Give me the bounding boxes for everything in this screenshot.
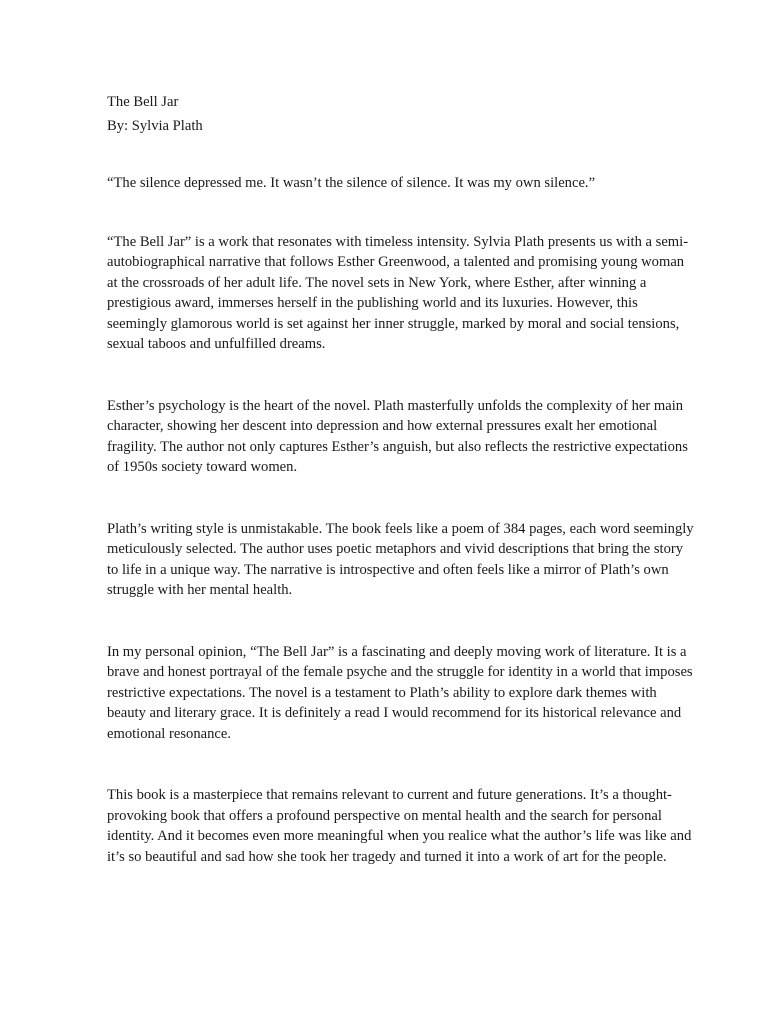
paragraph-writing-style: Plath’s writing style is unmistakable. The book feels like a poem of 384 pages, each word seemingly meticulously selected. The author uses poetic metaphors and vivid descriptions that bring the story to life in a unique way. The narrative is introspective and often feels like a mirror of Plath’s own struggle with her mental health. bbox=[107, 520, 694, 598]
paragraph-conclusion: This book is a masterpiece that remains relevant to current and future generations. It’s a thought-provoking book that offers a profound perspective on mental health and the search for personal identity. And it becomes even more meaningful when you realice what the author’s life was like and it’s so beautiful and sad how she took her tragedy and turned it into a work of art for the people. bbox=[107, 787, 692, 865]
paragraph-opinion: In my personal opinion, “The Bell Jar” is a fascinating and deeply moving work of literature. It is a brave and honest portrayal of the female psyche and the struggle for identity in a world that imposes restrictive expectations. The novel is a testament to Plath’s ability to explore dark themes with beauty and literary grace. It is definitely a read I would recommend for its historical relevance and emotional resonance. bbox=[107, 643, 693, 742]
document-page bbox=[107, 90, 697, 867]
document-title: The Bell Jar bbox=[107, 94, 179, 110]
paragraph-intro: “The Bell Jar” is a work that resonates with timeless intensity. Sylvia Plath presents us with a semi-autobiographical narrative that follows Esther Greenwood, a talented and promising young woman at the crossroads of her adult life. The novel sets in New York, where Esther, after winning a prestigious award, immerses herself in the publishing world and its luxuries. However, this seemingly glamorous world is set against her inner struggle, marked by moral and social tensions, sexual taboos and unfulfilled dreams. bbox=[107, 233, 689, 352]
document-author: By: Sylvia Plath bbox=[107, 118, 203, 134]
opening-quote: “The silence depressed me. It wasn’t the silence of silence. It was my own silence.” bbox=[107, 175, 596, 191]
paragraph-psychology: Esther’s psychology is the heart of the novel. Plath masterfully unfolds the complexity of her main character, showing her descent into depression and how external pressures exalt her emotional fragility. The author not only captures Esther’s anguish, but also reflects the restrictive expectations of 1950s society toward women. bbox=[107, 397, 688, 475]
